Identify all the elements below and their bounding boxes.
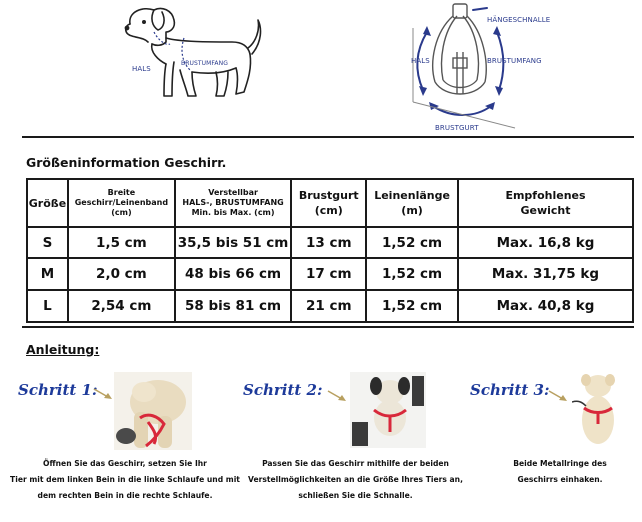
col-header-leash-line1: Leinenlänge xyxy=(374,189,450,202)
col-header-width xyxy=(68,179,175,227)
size-section-title: Größeninformation Geschirr. xyxy=(26,155,227,170)
size-table xyxy=(26,178,634,323)
cell-leash: 1,52 cm xyxy=(366,258,458,290)
harness-chest-label: BRUSTUMFANG xyxy=(487,57,542,65)
arrow-icon xyxy=(92,386,114,400)
cell-width: 1,5 cm xyxy=(68,227,175,258)
col-header-weight-line1: Empfohlenes xyxy=(505,189,586,202)
step-2-caption-line2: Verstellmöglichkeiten an die Größe Ihres Tiers an, xyxy=(248,475,463,484)
col-header-range-line1: Verstellbar xyxy=(208,188,258,197)
cell-girth: 13 cm xyxy=(291,227,366,258)
cell-girth: 21 cm xyxy=(291,290,366,322)
step-3-label: Schritt 3: xyxy=(470,381,550,399)
col-header-girth xyxy=(291,179,366,227)
cell-width: 2,0 cm xyxy=(68,258,175,290)
step-1-caption-line3: dem rechten Bein in die rechte Schlaufe. xyxy=(37,491,213,500)
table-bottom-divider xyxy=(22,326,634,328)
step-3-caption-line1: Beide Metallringe des xyxy=(513,459,607,468)
cell-weight: Max. 40,8 kg xyxy=(458,290,633,322)
step-1-caption xyxy=(0,456,250,504)
arrow-icon xyxy=(547,388,569,402)
col-header-range-line3: Min. bis Max. (cm) xyxy=(191,208,275,217)
dog-measurement-illustration xyxy=(110,2,280,112)
col-header-weight-line2: Gewicht xyxy=(520,204,571,217)
step-1-caption-line1: Öffnen Sie das Geschirr, setzen Sie Ihr xyxy=(43,459,207,468)
step-2-label: Schritt 2: xyxy=(243,381,323,399)
cell-weight: Max. 31,75 kg xyxy=(458,258,633,290)
cell-weight: Max. 16,8 kg xyxy=(458,227,633,258)
step-2-caption xyxy=(238,456,473,504)
cell-size: M xyxy=(27,258,68,290)
step-2-photo xyxy=(350,372,426,448)
step-3-caption-line2: Geschirrs einhaken. xyxy=(517,475,603,484)
cell-size: L xyxy=(27,290,68,322)
step-1-photo xyxy=(114,372,192,450)
col-header-range xyxy=(175,179,291,227)
col-header-weight xyxy=(458,179,633,227)
cell-leash: 1,52 cm xyxy=(366,227,458,258)
arrow-icon xyxy=(326,388,348,402)
table-row xyxy=(27,258,633,290)
col-header-width-line3: (cm) xyxy=(111,208,132,217)
col-header-width-line2: Geschirr/Leinenband xyxy=(74,198,169,207)
cell-size: S xyxy=(27,227,68,258)
step-3-photo xyxy=(572,372,622,448)
col-header-girth-line2: (cm) xyxy=(314,204,343,217)
cell-range: 58 bis 81 cm xyxy=(175,290,291,322)
harness-buckle-label: HÄNGESCHNALLE xyxy=(487,16,551,24)
step-1-label: Schritt 1: xyxy=(18,381,98,399)
top-divider xyxy=(22,136,634,138)
size-table-header xyxy=(27,179,633,227)
harness-neck-label: HALS xyxy=(411,57,430,65)
harness-girth-label: BRUSTGURT xyxy=(435,124,479,132)
cell-range: 35,5 bis 51 cm xyxy=(175,227,291,258)
step-2-caption-line1: Passen Sie das Geschirr mithilfe der beiden xyxy=(262,459,449,468)
col-header-leash-line2: (m) xyxy=(401,204,423,217)
col-header-leash xyxy=(366,179,458,227)
step-2-caption-line3: schließen Sie die Schnalle. xyxy=(298,491,413,500)
col-header-size: Größe xyxy=(27,179,68,227)
dog-neck-label: HALS xyxy=(132,65,151,73)
table-row xyxy=(27,227,633,258)
instructions-title: Anleitung: xyxy=(26,342,100,357)
step-1-caption-line2: Tier mit dem linken Bein in die linke Schlaufe und mit xyxy=(10,475,240,484)
step-3-caption xyxy=(480,456,640,488)
col-header-girth-line1: Brustgurt xyxy=(298,189,359,202)
dog-chest-label: BRUSTUMFANG xyxy=(181,60,228,67)
col-header-width-line1: Breite xyxy=(107,188,136,197)
cell-girth: 17 cm xyxy=(291,258,366,290)
table-row xyxy=(27,290,633,322)
cell-leash: 1,52 cm xyxy=(366,290,458,322)
cell-range: 48 bis 66 cm xyxy=(175,258,291,290)
cell-width: 2,54 cm xyxy=(68,290,175,322)
col-header-range-line2: HALS-, BRUSTUMFANG xyxy=(182,198,284,207)
